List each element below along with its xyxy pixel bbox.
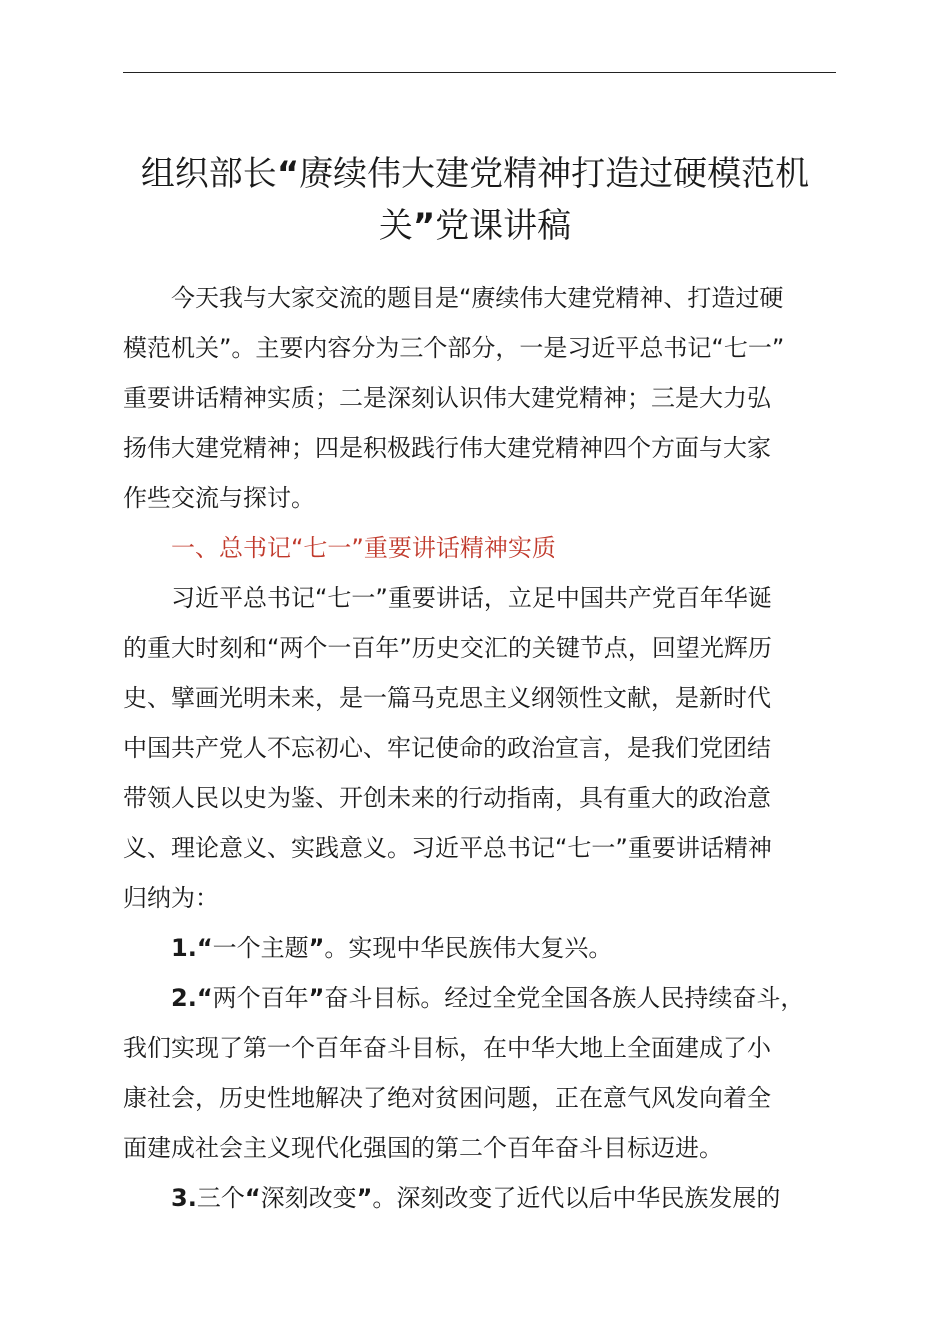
text-line: 的重大时刻和“两个一百年”历史交汇的关键节点，回望光辉历 [123,634,772,662]
text-line: 义、理论意义、实践意义。习近平总书记“七一”重要讲话精神 [123,834,772,862]
text-line: 扬伟大建党精神；四是积极践行伟大建党精神四个方面与大家 [123,434,771,462]
list-item-2: 2.“两个百年”奋斗目标。经过全党全国各族人民持续奋斗， 我们实现了第一个百年奋斗目标，在中华大地上全面建成了小 康社会，历史性地解决了绝对贫困问题，正在意气风发向着全 面建成社会主义现代化强国的第二个百年奋斗目标迈进。 [123,973,843,1173]
list-item-3: 3.三个“深刻改变”。深刻改变了近代以后中华民族发展的 [171,1184,781,1212]
text-line: 面建成社会主义现代化强国的第二个百年奋斗目标迈进。 [123,1134,723,1162]
text-line: 归纳为： [123,884,219,912]
list-item-1: 1.“一个主题”。实现中华民族伟大复兴。 [171,934,613,962]
text-line: 习近平总书记“七一”重要讲话，立足中国共产党百年华诞 [171,584,772,612]
title-line-2: 关”党课讲稿 [378,206,572,246]
title-line-1: 组织部长“赓续伟大建党精神打造过硬模范机 [140,154,810,194]
section-heading-1: 一、总书记“七一”重要讲话精神实质 [171,534,556,562]
document-title [100,148,850,252]
section-1-paragraph [123,573,843,923]
text-line: 我们实现了第一个百年奋斗目标，在中华大地上全面建成了小 [123,1034,771,1062]
text-line: 模范机关”。主要内容分为三个部分，一是习近平总书记“七一” [123,334,785,362]
text-line: 中国共产党人不忘初心、牢记使命的政治宣言，是我们党团结 [123,734,771,762]
text-line: 重要讲话精神实质；二是深刻认识伟大建党精神；三是大力弘 [123,384,771,412]
text-line: 今天我与大家交流的题目是“赓续伟大建党精神、打造过硬 [171,284,784,312]
text-line: 史、擘画光明未来，是一篇马克思主义纲领性文献，是新时代 [123,684,771,712]
text-line: 作些交流与探讨。 [123,484,315,512]
intro-paragraph [123,273,843,523]
text-line: 带领人民以史为鉴、开创未来的行动指南，具有重大的政治意 [123,784,771,812]
text-line: 康社会，历史性地解决了绝对贫困问题，正在意气风发向着全 [123,1084,771,1112]
document-body [123,273,843,1223]
header-rule [123,72,836,73]
